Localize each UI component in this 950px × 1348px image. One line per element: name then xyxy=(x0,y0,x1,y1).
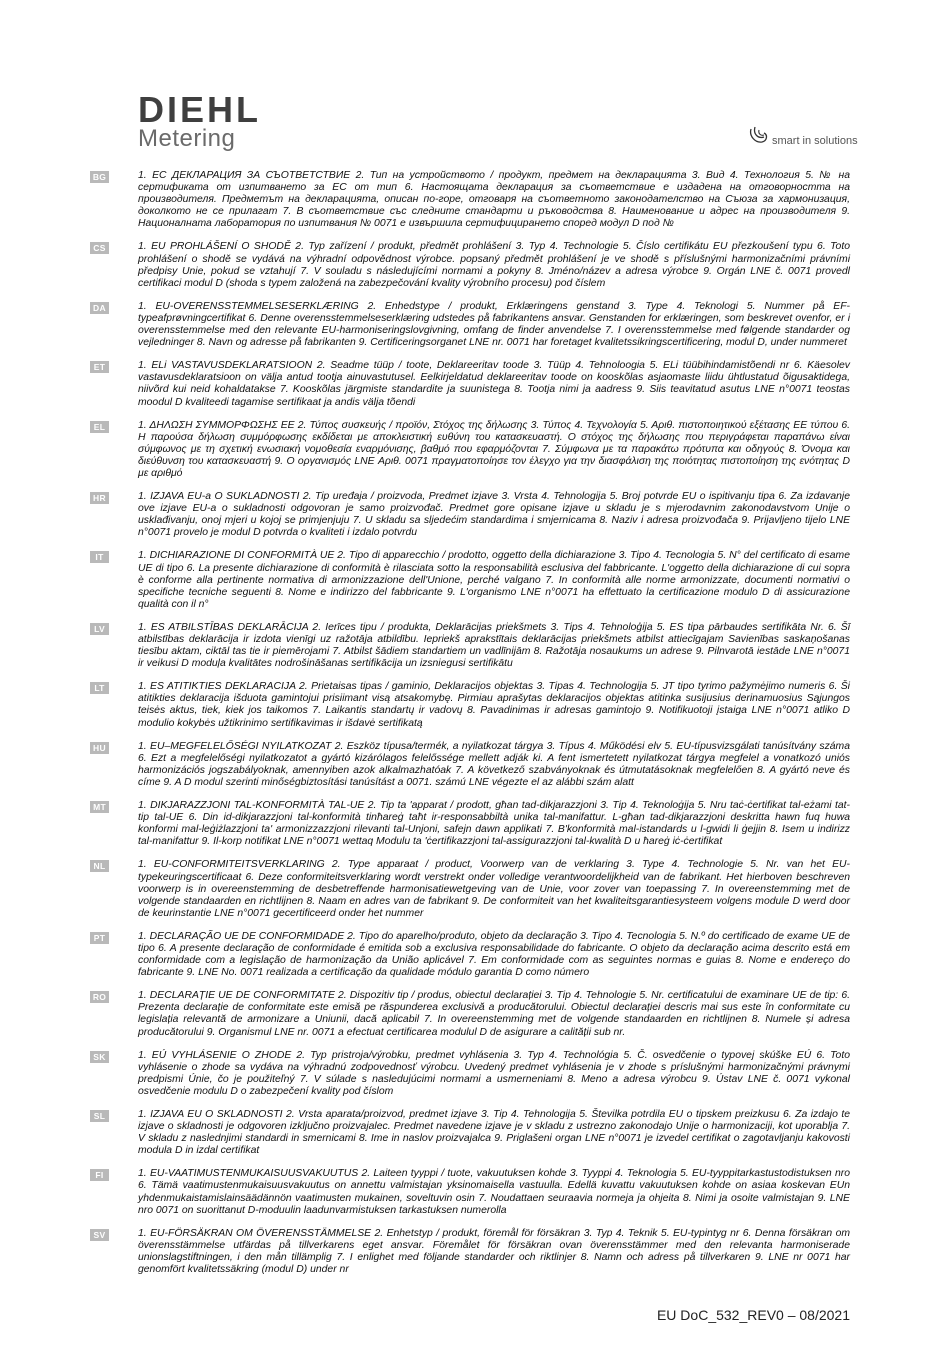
language-entry-hr xyxy=(90,491,850,539)
document-reference: EU DoC_532_REV0 – 08/2021 xyxy=(656,1307,850,1323)
declaration-text: 1. DECLARAȚIE UE DE CONFORMITATE 2. Dispozitiv tip / produs, obiectul declarației 3. Tip 4. Tehnologie 5. Nr. certificatului de examinare UE de tip: 6. Prezenta declarație de conformitate este emisă pe răspunderea exclusivă a producătorului. Obiectul declarației descris mai sus este în conformitate cu legislația relevantă de armonizare a Uniunii, dacă aplicabil 7. In overeenstemming met de volgende standaarden en richtlijnen 8. Numele și adresa producătorului 9. Organismul LNE nr. 0071 a efectuat certificarea modulul D de asigurare a calității sub nr. xyxy=(138,990,850,1038)
declaration-text: 1. ES ATBILSTĪBAS DEKLARĀCIJA 2. Ierīces tipu / produkta, Deklarācijas priekšmets 3. Tips 4. Tehnoloģija 5. ES tipa pārbaudes sertifikāta Nr. 6. Šī atbilstības deklarācija ir izdota vienīgi uz ražotāja atbildību. Iepriekš aprakstītais deklarācijas priekšmets atbilst attiecīgajam Savienības saskaņošanas tiesību aktam, ciktāl tas tie ir piemērojami 7. Atbilst šādiem standartiem un vadlīnijām 8. Ražotāja nosaukums un adrese 9. Pilnvarotā iestāde LNE n°0071 ir veikusi D moduļa kvalitātes nodrošināšanas sertifikācija un izsniegusi sertifikātu xyxy=(138,621,850,670)
language-code-badge: IT xyxy=(90,551,109,563)
language-code-badge: BG xyxy=(90,171,109,183)
language-code-badge: EL xyxy=(90,421,109,433)
language-code-badge: SV xyxy=(90,1229,109,1241)
language-entry-lv xyxy=(90,622,850,670)
language-code-badge: CS xyxy=(90,242,109,254)
tagline xyxy=(747,124,858,148)
language-entry-hu xyxy=(90,741,850,789)
language-code-badge: SL xyxy=(90,1110,109,1122)
tagline-text: smart in solutions xyxy=(772,135,858,147)
language-code-badge: RO xyxy=(90,991,109,1003)
declaration-text: 1. ELi VASTAVUSDEKLARATSIOON 2. Seadme tüüp / toote, Deklareeritav toode 3. Tüüp 4. Tehnoloogia 5. ELi tüübihindamistõendi nr 6. Käesolev vastavusdeklaratsioon on välja antud tootja ainuvastutusel. Eelkirjeldatud deklareeritav toode on kooskõlas asjaomaste liidu ühtlustatud õigusaktidega, niivõrd kui neid kohaldatakse 7. Kooskõlas järgmiste standardite ja suunistega 8. Tootja nimi ja aadress 9. Siis teavitatud asutus LNE n°0071 teostas moodul D kvaliteedi tagamise sertifikaat ja andis välja tõendi xyxy=(138,360,850,408)
language-code-badge: NL xyxy=(90,860,109,872)
declaration-text: 1. IZJAVA EU-a O SUKLADNOSTI 2. Tip uređaja / proizvoda, Predmet izjave 3. Vrsta 4. Tehnologija 5. Broj potvrde EU o ispitivanju tipa 6. Za izdavanje ove izjave EU-a o sukladnosti odgovoran je samo proizvođač. Predmet gore opisane izjave u skladu je s mjerodavnim zakonodavstvom Unije o usklađivanju, onoj mjeri u kojoj se primjenjuju 7. U skladu sa sljedećim standardima i smjernicama 8. Naziv i adresa proizvođača 9. Prijavljeno tijelo LNE n°0071 provelo je modul D potvrda o kvaliteti i izdalo potvrdu xyxy=(138,491,850,539)
declaration-text: 1. DIKJARAZZJONI TAL-KONFORMITÀ TAL-UE 2. Tip ta 'apparat / prodott, għan tad-dikjarazzjoni 3. Tip 4. Teknoloġija 5. Nru taċ-ċertifikat tal-eżami tat-tip tal-UE 6. Din id-dikjarazzjoni tal-konformità tinħareġ taħt ir-responsabbiltà unika tal-manifattur. L-għan tad-dikjarazzjoni deskritta hawn fuq huwa konformi mal-leġiżlazzjoni ta' armonizzazzjoni rilevanti tal-Unjoni, safejn dawn applikati 7. B'konformità mal-istandards u l-gwidi li ġejjin 8. Isem u indirizz tal-manifattur 9. Il-korp notifikat LNE n°0071 wettaq Modulu ta 'ċertifikazzjoni tal-assigurazzjoni tal-kwalità D u ħareġ iċ-ċertifikat xyxy=(138,800,850,848)
language-code-badge: MT xyxy=(90,801,109,813)
language-code-badge: ET xyxy=(90,361,109,373)
language-entry-bg xyxy=(90,170,850,230)
declaration-text: 1. EU PROHLÁŠENÍ O SHODĚ 2. Typ zařízení / produkt, předmět prohlášení 3. Typ 4. Technologie 5. Číslo certifikátu EU přezkoušení typu 6. Toto prohlášení o shodě se vydává na výhradní odpovědnost výrobce. popsaný předmět prohlášení je ve shodě s příslušnými harmonizačními právními předpisy Unie, pokud se vztahují 7. V souladu s následujícími normami a pokyny 8. Jméno/název a adresa výrobce 9. Orgán LNE č. 0071 provedl certifikaci modul D (shoda s typem založená na zabezpečování kvality výrobního procesu) pod číslem xyxy=(138,241,850,289)
language-code-badge: PT xyxy=(90,932,109,944)
language-entry-it xyxy=(90,550,850,610)
language-entry-sv xyxy=(90,1228,850,1276)
language-entry-cs xyxy=(90,241,850,289)
declaration-text: 1. EU-OVERENSSTEMMELSESERKLÆRING 2. Enhedstype / produkt, Erklæringens genstand 3. Type 4. Teknologi 5. Nummer på EF-typeafprøvningcertifikat 6. Denne overensstemmelseserklæring udstedes på fabrikantens ansvar. Genstanden for erklæringen, som beskrevet ovenfor, er i overensstemmelse med den relevante EU-harmoniseringslovgivning, omfang de finder anvendelse 7. I overensstemmelse med følgende standarder og vejledninger 8. Navn og adresse på fabrikanten 9. Certificeringsorganet LNE nr. 0071 har foretaget kvalitetssikringscertificering, modul D, under nummeret xyxy=(138,300,850,349)
language-entry-et xyxy=(90,360,850,408)
language-code-badge: HR xyxy=(90,492,109,504)
declaration-text: 1. ΔΗΛΩΣΗ ΣΥΜΜΟΡΦΩΣΗΣ ΕΕ 2. Τύπος συσκευής / προϊόν, Στόχος της δήλωσης 3. Τύπος 4. Τεχνολογία 5. Αριθ. πιστοποιητικού εξέτασης ΕΕ τύπου 6. Η παρούσα δήλωση συμμόρφωσης εκδίδεται με αποκλειστική ευθύνη του κατασκευαστή. Ο στόχος της δήλωσης που περιγράφεται παραπάνω είναι σύμφωνος με τη σχετική ενωσιακή νομοθεσία εναρμόνισης, βαθμό που εφαρμόζονται 7. Σύμφωνα με τα παρακάτω πρότυπα και οδηγούς 8. Όνομα και διεύθυνση του κατασκευαστή 9. Ο οργανισμός LNE Αριθ. 0071 πραγματοποίησε τον έλεγχο για την διασφάλιση της ποιότητας πιστοποίηση της ενότητας D με αριθμό xyxy=(138,419,850,479)
language-entry-da xyxy=(90,301,850,349)
language-code-badge: FI xyxy=(90,1169,109,1181)
logo-sub: Metering xyxy=(138,125,236,152)
declaration-list xyxy=(90,170,850,1276)
language-code-badge: DA xyxy=(90,302,109,314)
diehl-metering-logo xyxy=(138,89,261,152)
language-entry-mt xyxy=(90,800,850,848)
declaration-text: 1. DECLARAÇÃO UE DE CONFORMIDADE 2. Tipo do aparelho/produto, objeto da declaração 3. Tipo 4. Tecnologia 5. N.º do certificado de exame UE de tipo 6. A presente declaração de conformidade é emitida sob a exclusiva responsabilidade do fabricante. O objeto da declaração acima descrito está em conformidade com a legislação de harmonização da União aplicável 7. Em conformidade com as seguintes normas e guias 8. Nome e endereço do fabricante 9. LNE No. 0071 realizada a certificação da qualidade módulo garantia D como número xyxy=(138,930,850,979)
language-entry-el xyxy=(90,420,850,480)
language-entry-ro xyxy=(90,990,850,1038)
declaration-text: 1. EU-CONFORMITEITSVERKLARING 2. Type apparaat / product, Voorwerp van de verklaring 3. Type 4. Technologie 5. Nr. van het EU-typekeuringscertificaat 6. Deze conformiteitsverklaring wordt verstrekt onder volledige verantwoordelijkheid van de fabrikant. Het hierboven beschreven voorwerp is in overeenstemming de desbetreffende harmonisatiewetgeving van de Unie, voor zover van toepassing 7. In overeenstemming met de volgende standaarden en richtlijnen 8. Naam en adres van de fabrikant 9. De conformiteit van het kwaliteitsgarantiesysteem volgens module D werd door de keurinstantie LNE n°0071 gecertificeerd onder het nummer xyxy=(138,859,850,919)
language-entry-sk xyxy=(90,1050,850,1098)
declaration-text: 1. EU-FÖRSÄKRAN OM ÖVERENSSTÄMMELSE 2. Enhetstyp / produkt, föremål för försäkran 3. Typ 4. Teknik 5. EU-typintyg nr 6. Denna försäkran om överensstämmelse utfärdas på tillverkarens eget ansvar. Föremålet för försäkran ovan överensstämmer med den relevanta harmoniserade unionslagstiftningen, i den mån tillämplig 7. I enlighet med följande standarder och riktlinjer 8. Namn och adress på tillverkaren 9. LNE nr 0071 har genomfört kvalitetssäkring (modul D) under nr xyxy=(138,1227,850,1276)
language-entry-sl xyxy=(90,1109,850,1157)
declaration-text: 1. EU–MEGFELELŐSÉGI NYILATKOZAT 2. Eszköz típusa/termék, a nyilatkozat tárgya 3. Típus 4. Működési elv 5. EU-típusvizsgálati tanúsítvány száma 6. Ezt a megfelelőségi nyilatkozatot a gyártó kizárólagos felelőssége mellett adják ki. A fent ismertetett nyilatkozat tárgya megfelel a vonatkozó uniós harmonizációs jogszabályoknak, amennyiben azok alkalmazhatóak 7. A következő szabványoknak és útmutatásoknak megfelelően 8. A gyártó neve és címe 9. A D modul szerinti minőségbiztosítási tanúsítást a 0071. számú LNE végezte el az alábbi szám alatt xyxy=(138,740,850,788)
language-code-badge: LV xyxy=(90,623,109,635)
declaration-text: 1. ES ATITIKTIES DEKLARACIJA 2. Prietaisas tipas / gaminio, Deklaracijos objektas 3. Tipas 4. Technologija 5. JT tipo tyrimo pažymėjimo numeris 6. Ši atitikties deklaracija išduota gamintojui prisiimant visą atsakomybę. Pirmiau aprašytas deklaracijos objektas atitinka susijusius derinamuosius Sąjungos teisės aktus, tiek, kiek jos taikomos 7. Laikantis standartų ir vadovų 8. Pavadinimas ir adresas gamintojo 9. Notifikuotoji įstaiga LNE n°0071 atliko D modulio kokybės užtikrinimo sertifikavimas ir išdavė sertifikatą xyxy=(138,681,850,729)
declaration-text: 1. DICHIARAZIONE DI CONFORMITÀ UE 2. Tipo di apparecchio / prodotto, oggetto della dichiarazione 3. Tipo 4. Tecnologia 5. N° del certificato di esame UE di tipo 6. La presente dichiarazione di conformità è rilasciata sotto la responsabilità esclusiva del fabbricante. L'oggetto della dichiarazione di cui sopra è conforme alla pertinente normativa di armonizzazione dell'Unione, perché valgano 7. In conformità alle norme armonizzate, documenti normativi o specifiche tecniche seguenti 8. Nome e indirizzo del fabbricante 9. L'organismo LNE n°0071 ha effettuato la certificazione modulo D di assicurazione qualità con il n° xyxy=(138,550,850,610)
language-code-badge: LT xyxy=(90,682,109,694)
declaration-text: 1. ЕС ДЕКЛАРАЦИЯ ЗА СЪОТВЕТСТВИЕ 2. Тип на устройството / продукт, предмет на декларацията 3. Вид 4. Технология 5. № на сертификата от изпитването за ЕС от тип 6. Настоящата декларация за съответствие е издадена на отговорността на производителя. Предметът на декларацията, описан по-горе, отговаря на съответното законодателство на Съюза за хармонизация, доколкото не се прилагат 7. В съответствие със следните стандарти и ръководства 8. Наименование и адрес на производителя 9. Националната лаборатория по изпитвания № 0071 е извършила сертифицирането според модул D под № xyxy=(138,170,850,230)
language-code-badge: SK xyxy=(90,1051,109,1063)
language-code-badge: HU xyxy=(90,742,109,754)
language-entry-nl xyxy=(90,859,850,919)
declaration-text: 1. EÚ VYHLÁSENIE O ZHODE 2. Typ pristroja/výrobku, predmet vyhlásenia 3. Typ 4. Technológia 5. Č. osvedčenie o typovej skúške EÚ 6. Toto vyhlásenie o zhode sa vydáva na výhradnú zodpovednosť výrobcu. Uvedený predmet vyhlásenia je v zhode s príslušnými harmonizačnými právnymi predpismi Únie, čo je použiteľný 7. V súlade s nasledujúcimi normami a usmerneniami 8. Meno a adresa výrobcu 9. Ústav LNE č. 0071 vykonal osvedčenie modulu D o zabezpečení kvality pod číslom xyxy=(138,1049,850,1097)
diehl-swirl-icon xyxy=(747,124,769,148)
declaration-text: 1. IZJAVA EU O SKLADNOSTI 2. Vrsta aparata/proizvod, predmet izjave 3. Tip 4. Tehnologija 5. Številka potrdila EU o tipskem preizkusu 6. Za izdajo te izjave o skladnosti je odgovoren izključno proizvajalec. Predmet navedene izjave je v skladu z ustrezno zakonodajo Unije o harmonizaciji, kot uporablja 7. V skladu z naslednjimi standardi in smernicami 8. Ime in naslov proizvajalca 9. Priglašeni organ LNE n°0071 je izvedel certifikat o zagotavljanju kakovosti modula D in izdal certifikat xyxy=(138,1109,850,1157)
language-entry-fi xyxy=(90,1168,850,1216)
logo-brand: DIEHL xyxy=(138,89,261,130)
language-entry-pt xyxy=(90,931,850,979)
declaration-text: 1. EU-VAATIMUSTENMUKAISUUSVAKUUTUS 2. Laiteen tyyppi / tuote, vakuutuksen kohde 3. Tyyppi 4. Teknologia 5. EU-tyyppitarkastustodistuksen nro 6. Tämä vaatimustenmukaisuusvakuutus on annettu valmistajan yksinomaisella vastuulla. Edellä kuvattu vakuutuksen kohde on asiaa koskevan EUn yhdenmukaistamislainsäädännön vaatimusten mukainen, soveltuvin osin 7. Noudattaen seuraavia normeja ja ohjeita 8. Nimi ja osoite valmistajan 9. LNE nro 0071 on suorittanut D-moduulin laadunvarmistuksen tarkastuksen numerolla xyxy=(138,1168,850,1216)
language-entry-lt xyxy=(90,681,850,729)
